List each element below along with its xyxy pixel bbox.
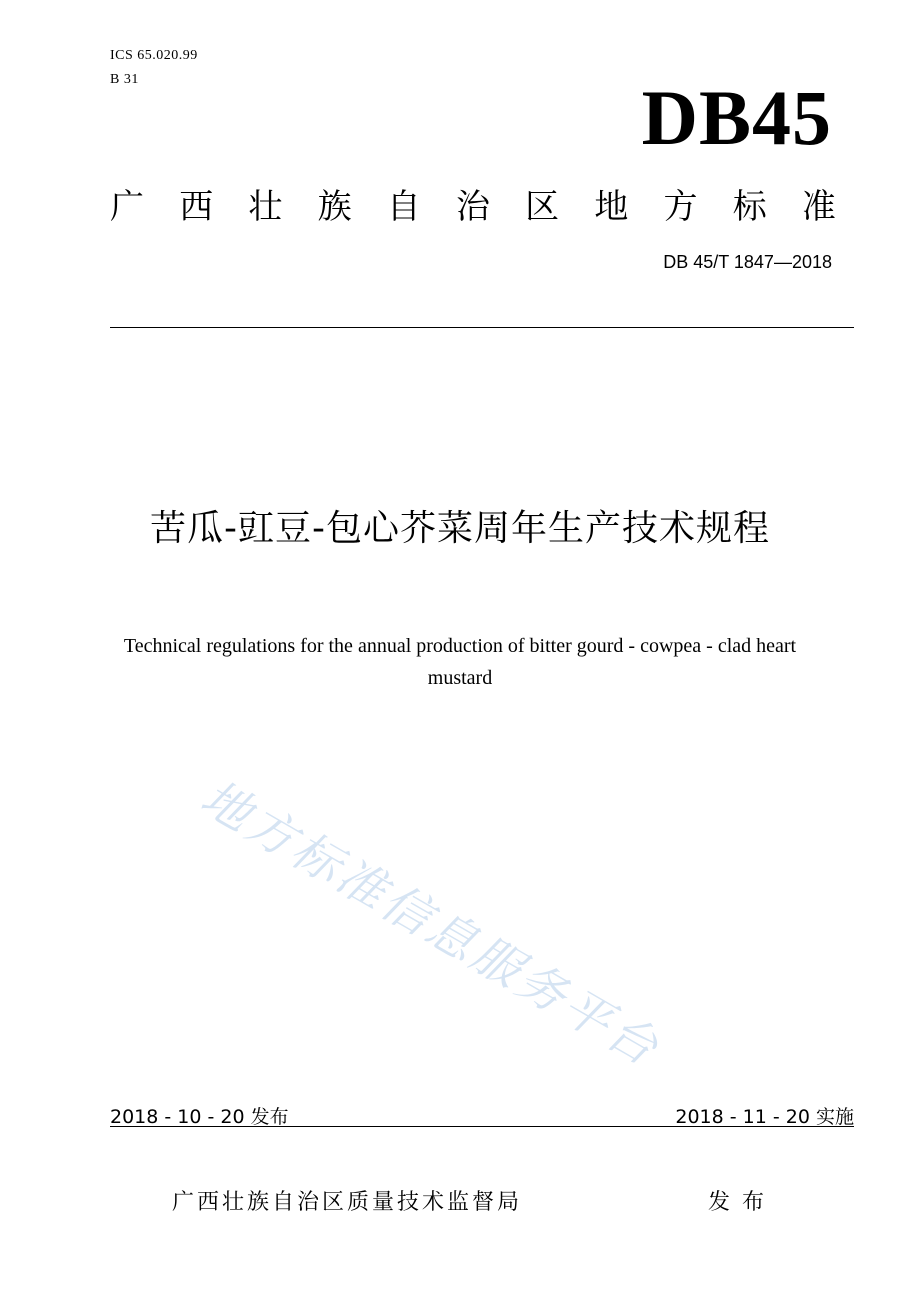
publish-label: 发布 <box>708 1190 777 1215</box>
ics-code: ICS 65.020.99 <box>110 48 198 63</box>
standard-type-heading <box>110 180 836 226</box>
standard-type-char: 准 <box>801 186 836 227</box>
standard-logo: DB45 <box>641 74 832 161</box>
publisher: 广西壮族自治区质量技术监督局 <box>172 1190 523 1215</box>
footer-divider <box>110 1126 854 1127</box>
implement-date: 2018 - 11 - 20 实施 <box>675 1106 854 1128</box>
title-english-line: mustard <box>427 667 493 689</box>
standard-type-char: 标 <box>732 186 767 227</box>
title-english-line: Technical regulations for the annual production of bitter gourd - cowpea - clad heart <box>123 635 797 657</box>
title-chinese: 苦瓜-豇豆-包心芥菜周年生产技术规程 <box>150 508 770 549</box>
standard-type-char: 自 <box>386 186 421 227</box>
classification-codes <box>110 44 198 92</box>
standard-type-char: 治 <box>455 186 490 227</box>
standard-number: DB 45/T 1847—2018 <box>663 252 832 272</box>
standard-type-char: 地 <box>594 186 629 227</box>
header-divider <box>110 327 854 328</box>
title-english <box>80 630 840 694</box>
standard-type-char: 方 <box>663 186 698 227</box>
standard-type-char: 壮 <box>248 186 283 227</box>
standard-type-char: 区 <box>525 186 560 227</box>
ccs-code: B 31 <box>110 72 139 87</box>
standard-type-char: 族 <box>317 186 352 227</box>
standard-type-char: 西 <box>179 186 214 227</box>
publish-date: 2018 - 10 - 20 发布 <box>110 1106 289 1128</box>
standard-type-char: 广 <box>110 186 144 227</box>
watermark: 地方标准信息服务平台 <box>191 769 670 1079</box>
